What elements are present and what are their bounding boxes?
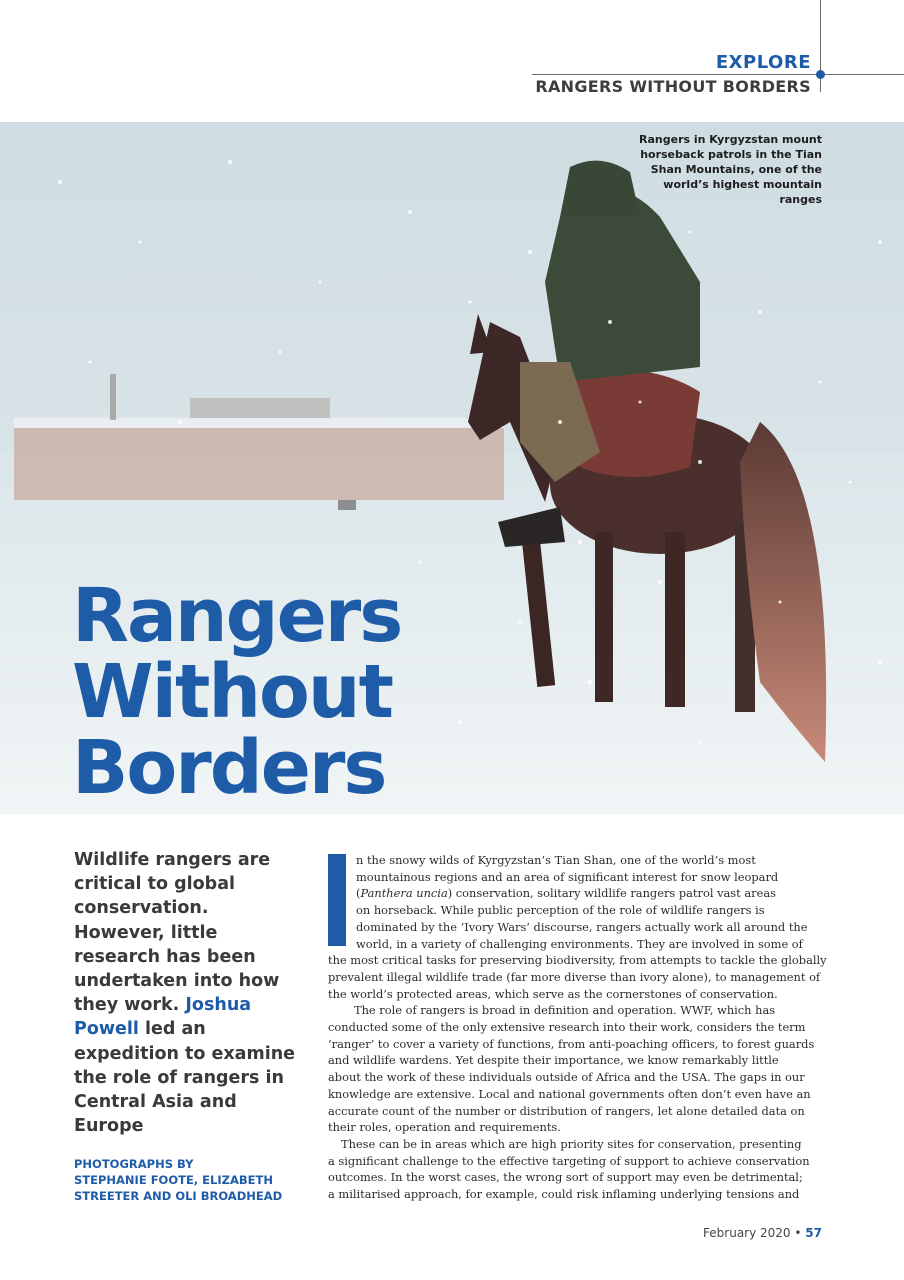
- section-kicker: EXPLORE: [715, 52, 811, 73]
- body-line: ‘ranger’ to cover a variety of functions, from anti-poaching officers, to forest guards: [328, 1036, 815, 1051]
- page-folio: [703, 1226, 822, 1240]
- paragraph-3: [328, 1136, 824, 1203]
- body-line: world, in a variety of challenging environments. They are involved in some of: [356, 936, 803, 951]
- title-line: Borders: [72, 725, 386, 811]
- credits-line: STREETER AND OLI BROADHEAD: [74, 1189, 283, 1203]
- body-line: and wildlife wardens. Yet despite their importance, we know remarkably little: [328, 1053, 779, 1068]
- body-line: their roles, operation and requirements.: [328, 1120, 561, 1135]
- credits-line: PHOTOGRAPHS BY: [74, 1157, 194, 1171]
- photo-credits: [74, 1156, 310, 1204]
- drop-cap: [328, 854, 346, 946]
- body-line: a significant challenge to the effective targeting of support to achieve conservation: [328, 1153, 810, 1168]
- author-name: Joshua Powell: [74, 995, 252, 1040]
- body-line: on horseback. While public perception of the role of wildlife rangers is: [356, 903, 765, 918]
- body-line: The role of rangers is broad in definition and operation. WWF, which has: [354, 1003, 776, 1018]
- body-line: (Panthera uncia) conservation, solitary wildlife rangers patrol vast areas: [356, 886, 776, 901]
- folio-separator: •: [794, 1226, 802, 1240]
- title-line: Rangers: [72, 573, 402, 659]
- body-line: n the snowy wilds of Kyrgyzstan’s Tian Shan, one of the world’s most: [356, 853, 756, 867]
- body-line: mountainous regions and an area of significant interest for snow leopard: [356, 869, 779, 884]
- photo-caption: Rangers in Kyrgyzstan mount horseback patrols in the Tian Shan Mountains, one of the world’s highest mountain ranges: [639, 133, 822, 206]
- body-line: the most critical tasks for preserving biodiversity, from attempts to tackle the globally: [328, 953, 827, 968]
- body-line: about the work of these individuals outside of Africa and the USA. The gaps in our: [328, 1070, 805, 1085]
- issue-date: February 2020: [703, 1226, 791, 1240]
- paragraph-1: [328, 852, 827, 1002]
- hero-photo: [0, 122, 904, 814]
- body-line: conducted some of the only extensive research into their work, considers the term: [328, 1020, 806, 1035]
- body-line: These can be in areas which are high priority sites for conservation, presenting: [341, 1136, 802, 1151]
- standfirst: [74, 848, 304, 1138]
- header-dot: [816, 70, 825, 79]
- body-line: outcomes. In the worst cases, the wrong sort of support may even be detrimental;: [328, 1170, 803, 1185]
- standfirst-text: Wildlife rangers are critical to global conservation. However, little research has been undertaken into how they work.: [74, 850, 280, 1016]
- body-line: a militarised approach, for example, could risk inflaming underlying tensions and: [328, 1187, 800, 1202]
- title-line: Without: [72, 649, 392, 735]
- body-line: the world’s protected areas, which serve as the cornerstones of conservation.: [328, 986, 778, 1001]
- header-horizontal-rule: [532, 74, 904, 75]
- body-line: knowledge are extensive. Local and national governments often don’t even have an: [328, 1086, 811, 1101]
- paragraph-2: [328, 1002, 824, 1136]
- body-line: accurate count of the number or distribution of rangers, let alone detailed data on: [328, 1103, 805, 1118]
- page-number: 57: [805, 1226, 822, 1240]
- article-title: [72, 573, 492, 811]
- body-line: prevalent illegal wildlife trade (far more diverse than ivory alone), to management of: [328, 969, 821, 984]
- section-title: RANGERS WITHOUT BORDERS: [535, 77, 811, 96]
- standfirst-text-after: led an expedition to examine the role of rangers in Central Asia and Europe: [74, 1019, 296, 1137]
- article-body: [328, 852, 827, 1203]
- credits-line: STEPHANIE FOOTE, ELIZABETH: [74, 1173, 273, 1187]
- body-line: dominated by the ‘Ivory Wars’ discourse, rangers actually work all around the: [356, 919, 808, 934]
